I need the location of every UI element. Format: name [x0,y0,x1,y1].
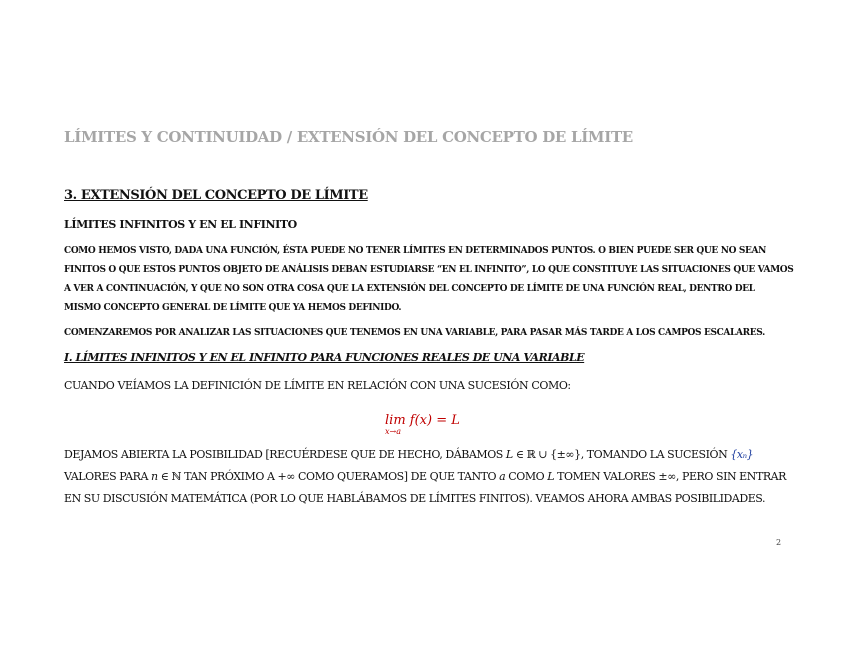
body-paragraph [64,444,804,510]
math-L: L [505,448,513,461]
intro-paragraph: COMO HEMOS VISTO, DADA UNA FUNCIÓN, ÉSTA PUEDE NO TENER LÍMITES EN DETERMINADOS PUNTOS. O BIEN PUEDE SER QUE NO SEAN FINITOS O QUE ESTOS PUNTOS OBJETO DE ANÁLISIS DEBAN ESTUDIARSE “EN EL INFINITO”, LO QUE CONSTITUYE LAS SITUACIONES QUE VAMOS A VER A CONTINUACIÓN, Y QUE NO SON OTRA COSA QUE LA EXTENSIÓN DEL CONCEPTO DE LÍMITE DE UNA FUNCIÓN REAL, DENTRO DEL MISMO CONCEPTO GENERAL DE LÍMITE QUE YA HEMOS DEFINIDO. [64,246,794,313]
math-sequence: {xₙ} [730,448,754,461]
limit-subscript: x→a [385,427,401,436]
section-title: 3. EXTENSIÓN DEL CONCEPTO DE LÍMITE [64,188,368,203]
subsection-title: LÍMITES INFINITOS Y EN EL INFINITO [64,218,297,231]
page-header: LÍMITES Y CONTINUIDAD / EXTENSIÓN DEL CONCEPTO DE LÍMITE [64,128,633,146]
body-text-5: COMO [505,470,548,483]
limit-formula [385,413,460,436]
body-text-3: VALORES PARA [64,470,152,483]
page-number: 2 [776,538,782,547]
body-text-2: ∈ ℝ ∪ {±∞}, TOMANDO LA SUCESIÓN [512,448,731,461]
limit-word: lim [385,413,406,428]
math-L-2: L [547,470,555,483]
body-text-1: DEJAMOS ABIERTA LA POSIBILIDAD [RECUÉRDESE QUE DE HECHO, DÁBAMOS [64,448,506,461]
math-n: n [151,470,158,483]
body-text-4: ∈ ℕ TAN PRÓXIMO A +∞ COMO QUERAMOS] DE QUE TANTO [157,470,500,483]
intro-line: CUANDO VEÍAMOS LA DEFINICIÓN DE LÍMITE EN RELACIÓN CON UNA SUCESIÓN COMO: [64,379,571,392]
subheading: I. LÍMITES INFINITOS Y EN EL INFINITO PARA FUNCIONES REALES DE UNA VARIABLE [64,351,585,364]
plan-paragraph: COMENZAREMOS POR ANALIZAR LAS SITUACIONES QUE TENEMOS EN UNA VARIABLE, PARA PASAR MÁS TARDE A LOS CAMPOS ESCALARES. [64,328,765,338]
math-a: a [499,470,506,483]
body-text-6: TOMEN VALORES ±∞, PERO SIN ENTRAR EN SU DISCUSIÓN MATEMÁTICA (POR LO QUE HABLÁBAMOS DE LÍMITES FINITOS). VEAMOS AHORA AMBAS POSIBILIDADES. [64,470,786,505]
limit-expression: f(x) = L [409,413,460,428]
limit-operator [385,413,406,436]
